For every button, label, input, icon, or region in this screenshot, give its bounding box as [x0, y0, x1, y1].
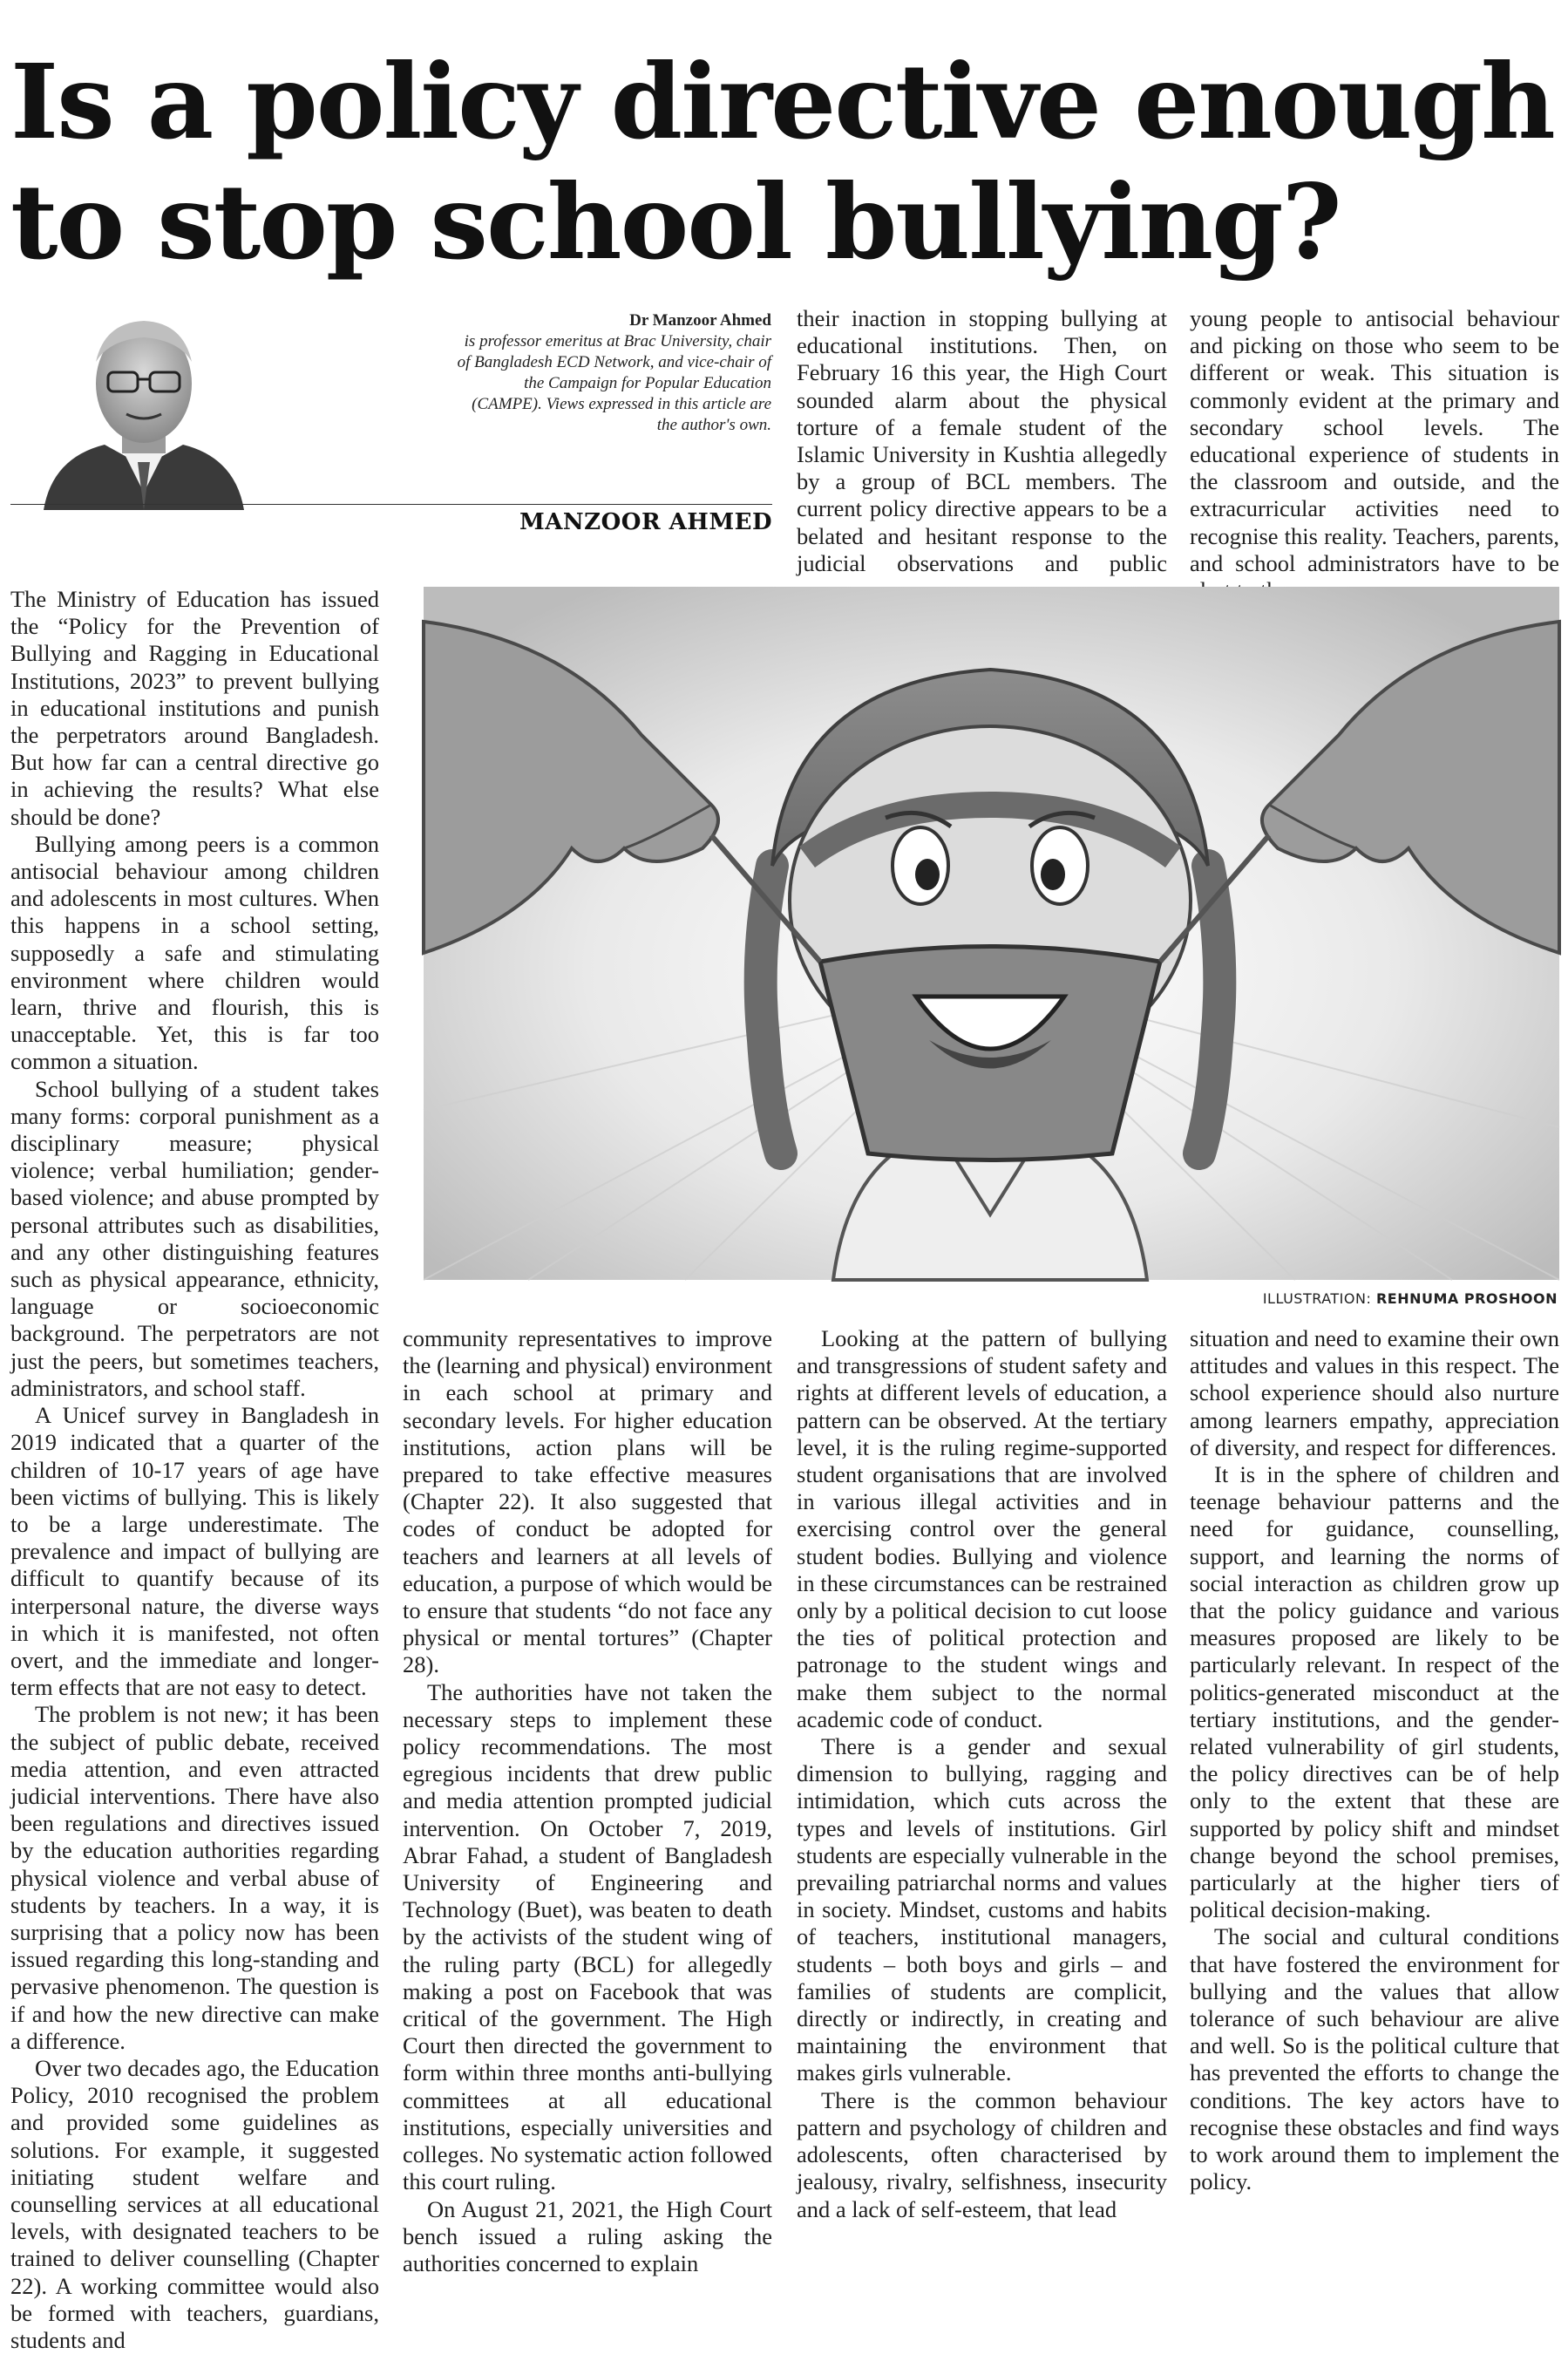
author-portrait — [35, 292, 253, 510]
byline-rule — [10, 504, 772, 505]
paragraph: Looking at the pattern of bullying and transgressions of student safety and rights at different levels of education, a pattern can be observed. At the tertiary level, it is the ruling regime-supported student organisations that are involved in various illegal activities and in exercising control over the general student bodies. Bullying and violence in these circumstances can be restrained only by a political decision to cut loose the ties of political protection and patronage to the student wings and make them subject to the normal academic code of conduct. — [797, 1325, 1167, 1732]
paragraph: There is the common behaviour pattern and psychology of children and adolescents, often characterised by jealousy, rivalry, selfishness, insecurity and a lack of self-esteem, that lead — [797, 2086, 1167, 2222]
paragraph: On August 21, 2021, the High Court bench issued a ruling asking the authorities concerned to explain — [403, 2195, 772, 2276]
paragraph: The Ministry of Education has issued the “Policy for the Prevention of Bullying and Ragging in Educational Institutions, 2023” to prevent bullying in educational institutions and punish the perpetrators around Bangladesh. But how far can a central directive go in achieving the results? What else should be done? — [10, 586, 379, 830]
paragraph: It is in the sphere of children and teenage behaviour patterns and the need for guidance, counselling, support, and learning the norms of social interaction as children grow up that the policy guidance and various measures proposed are likely to be particularly relevant. In respect of the politics-generated misconduct at the tertiary institutions, and the gender-related vulnerability of girl students, the policy directives can be of help only to the extent that these are supported by policy shift and mindset change beyond the school premises, particularly at the higher tiers of political decision-making. — [1190, 1461, 1559, 1923]
column-4 — [1190, 1325, 1559, 2195]
paragraph: their inaction in stopping bullying at educational institutions. Then, on February 16 this year, the High Court sounded alarm about the physical torture of a female student of the Islamic University in Kushtia allegedly by a group of BCL members. The current policy directive appears to be a belated and hesitant response to the judicial observations and public — [797, 305, 1167, 576]
column-2 — [403, 1325, 772, 2276]
byline: MANZOOR AHMED — [519, 509, 772, 535]
illustration-credit-label: ILLUSTRATION: — [1262, 1290, 1372, 1307]
paragraph: The problem is not new; it has been the subject of public debate, received media attention, and even attracted judicial interventions. There have also been regulations and directives issued by the education authorities regarding physical violence and verbal abuse of students by teachers. In a way, it is surprising that a policy now has been issued regarding this long-standing and pervasive phenomenon. The question is if and how the new directive can make a difference. — [10, 1701, 379, 2054]
headline — [10, 42, 1562, 282]
column-top-2 — [797, 305, 1167, 576]
author-bio-name: Dr Manzoor Ahmed — [629, 311, 771, 330]
column-top-3 — [1190, 305, 1559, 576]
paragraph: A Unicef survey in Bangladesh in 2019 indicated that a quarter of the children of 10-17 years of age have been victims of bullying. This is likely to be a large underestimate. The prevalence and impact of bullying are difficult to quantify because of its interpersonal nature, the diverse ways in which it is manifested, not often overt, and the immediate and longer-term effects that are not easy to detect. — [10, 1402, 379, 1701]
paragraph: The authorities have not taken the necessary steps to implement these policy recommendations. The most egregious incidents that drew public and media attention prompted judicial intervention. On October 7, 2019, Abrar Fahad, a student of Bangladesh University of Engineering and Technology (Buet), was beaten to death by the activists of the student wing of the ruling party (BCL) for allegedly making a post on Facebook that was critical of the government. The High Court then directed the government to form within three months anti-bullying committees at all educational institutions, especially universities and colleges. No systematic action followed this court ruling. — [403, 1678, 772, 2195]
column-1 — [10, 586, 379, 2353]
author-bio-text: is professor emeritus at Brac University, chair of Bangladesh ECD Network, and vice-chair of the Campaign for Popular Education (CAMPE). Views expressed in this article are the author's own. — [457, 332, 771, 434]
illustration — [424, 587, 1559, 1280]
paragraph: The social and cultural conditions that have fostered the environment for bullying and the values that allow tolerance of such behaviour are alive and well. So is the political culture that has prevented the efforts to change the conditions. The key actors have to recognise these obstacles and find ways to work around them to implement the policy. — [1190, 1923, 1559, 2195]
headline-line-2: to stop school bullying? — [10, 161, 1341, 282]
paragraph: Over two decades ago, the Education Policy, 2010 recognised the problem and provided some guidelines as solutions. For example, it suggested initiating student welfare and counselling services at all educational levels, with designated teachers to be trained to deliver counselling (Chapter 22). A working committee would also be formed with teachers, guardians, students and — [10, 2054, 379, 2353]
illustration-credit-name: REHNUMA PROSHOON — [1375, 1290, 1558, 1307]
paragraph: There is a gender and sexual dimension to bullying, ragging and intimidation, which cuts across the types and levels of institutions. Girl students are especially vulnerable in the prevailing patriarchal norms and values in society. Mindset, customs and habits of teachers, institutional managers, students – both boys and girls – and families of students are complicit, directly or indirectly, in creating and maintaining the environment that makes girls vulnerable. — [797, 1733, 1167, 2086]
headline-line-1: Is a policy directive enough — [10, 41, 1554, 162]
paragraph: community representatives to improve the (learning and physical) environment in each school at primary and secondary levels. For higher education institutions, action plans will be prepared to take effective measures (Chapter 22). It also suggested that codes of conduct be adopted for teachers and learners at all levels of education, a purpose of which would be to ensure that students “do not face any physical or mental tortures” (Chapter 28). — [403, 1325, 772, 1678]
column-3 — [797, 1325, 1167, 2222]
paragraph: young people to antisocial behaviour and picking on those who seem to be different or weak. This situation is commonly evident at the primary and secondary school levels. The educational experience of students in the classroom and outside, and the extracurricular activities need to recognise this reality. Teachers, parents, and school administrators have to be — [1190, 305, 1559, 576]
author-bio — [453, 310, 771, 436]
paragraph: situation and need to examine their own attitudes and values in this respect. The school experience should also nurture among learners empathy, appreciation of diversity, and respect for differences. — [1190, 1325, 1559, 1460]
paragraph: School bullying of a student takes many forms: corporal punishment as a disciplinary measure; physical violence; verbal humiliation; gender-based violence; and abuse prompted by personal attributes such as disabilities, and any other distinguishing features such as physical appearance, ethnicity, language or socioeconomic background. The perpetrators are not just the peers, but sometimes teachers, administrators, and school staff. — [10, 1075, 379, 1401]
paragraph: Bullying among peers is a common antisocial behaviour among children and adolescents in most cultures. When this happens in a school setting, supposedly a safe and stimulating environment where children would learn, thrive and flourish, this is unacceptable. Yet, this is far too common a situation. — [10, 830, 379, 1075]
illustration-credit — [1263, 1290, 1558, 1307]
